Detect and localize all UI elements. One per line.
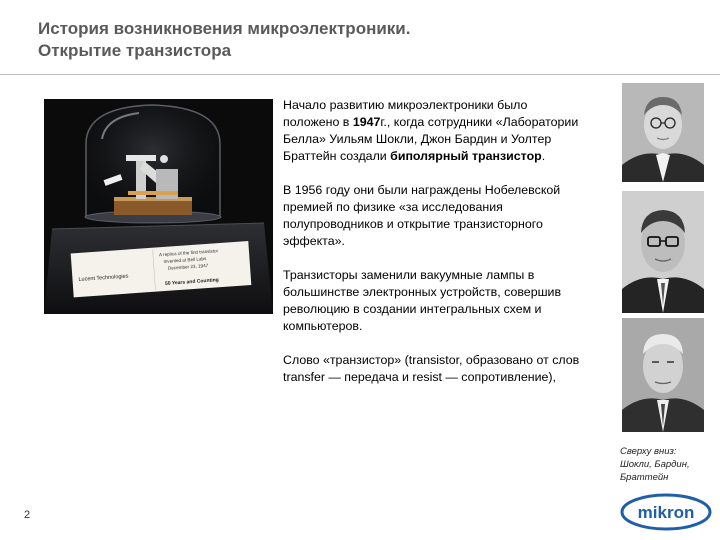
mikron-logo bbox=[620, 493, 712, 531]
placard-line-3: December 23, 1947 bbox=[167, 262, 209, 271]
paragraph-1-pre: Начало развитию микроэлектроники было положено в bbox=[283, 98, 528, 129]
paragraph-4: Слово «транзистор» (transistor, образовано от слов transfer — передача и resist — сопротивление), bbox=[283, 353, 580, 384]
paragraph-1-end: . bbox=[541, 149, 546, 163]
paragraph-1-mid: г., когда сотрудники «Лаборатории Белла» Уильям Шокли, Джон Бардин и Уолтер Браттейн создали bbox=[283, 115, 579, 163]
logo-text: mikron bbox=[637, 503, 695, 522]
paragraph-3: Транзисторы заменили вакуумные лампы в большинстве электронных устройств, совершив революцию в создании интегральных схем и компьютеров. bbox=[283, 268, 562, 333]
page-number: 2 bbox=[24, 509, 31, 521]
placard-line-2: Invented at Bell Labs bbox=[163, 256, 207, 265]
placard-brand: Lucent Technologies bbox=[78, 273, 129, 283]
title-line-2: Открытие транзистора bbox=[38, 41, 232, 60]
paragraph-1-year: 1947 bbox=[352, 115, 381, 129]
portrait-brattain bbox=[622, 318, 704, 432]
portrait-shockley bbox=[622, 83, 704, 182]
slide-title bbox=[38, 18, 410, 62]
placard-line-1: A replica of the first transistor bbox=[158, 248, 219, 258]
caption-line-2: Шокли, Бардин, bbox=[620, 459, 690, 470]
portrait-caption bbox=[620, 445, 715, 484]
paragraph-1 bbox=[283, 97, 583, 165]
title-line-1: История возникновения микроэлектроники. bbox=[38, 19, 411, 38]
caption-line-1: Сверху вниз: bbox=[620, 446, 677, 457]
body-text bbox=[283, 97, 583, 403]
transistor-replica-photo bbox=[44, 99, 273, 314]
title-divider bbox=[0, 74, 720, 75]
portrait-bardeen bbox=[622, 191, 704, 313]
paragraph-2: В 1956 году они были награждены Нобелевской премией по физике «за исследования полупроводников и открытие транзисторного эффекта». bbox=[283, 183, 561, 248]
paragraph-1-bold: биполярный транзистор bbox=[390, 149, 542, 163]
caption-line-3: Браттейн bbox=[620, 472, 669, 483]
placard-line-4: 50 Years and Counting bbox=[164, 277, 219, 287]
